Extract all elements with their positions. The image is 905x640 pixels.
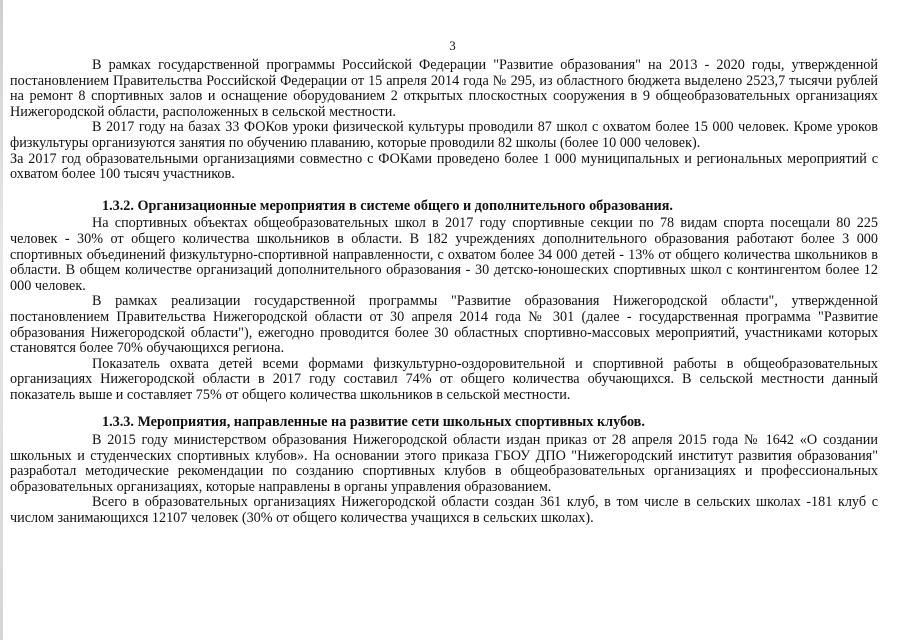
paragraph-clubs-order: В 2015 году министерством образования Нижегородской области издан приказ от 28 апреля 2015 года № 1642 «О создании школьных и студенческих спортивных клубов». На основании этого приказа ГБОУ ДПО "Нижегородский институт развития образования" разработал методические рекомендации по созданию спортивных клубов в общеобразовательных организациях и профессиональных образовательных организациях, которые направлены в органы управления образованием. — [10, 432, 878, 495]
section-heading-1-3-2: 1.3.2. Организационные мероприятия в системе общего и дополнительного образования. — [102, 197, 673, 214]
paragraph-sports-sections: На спортивных объектах общеобразовательных школ в 2017 году спортивные секции по 78 видам спорта посещали 80 225 человек - 30% от общего количества школьников в области. В 182 учреждениях дополнительного образования работают более 3 000 спортивных объединений физкультурно-спортивной направленности, с охватом более 34 000 детей - 13% от общего количества школьников в области. В общем количестве организаций дополнительного образования - 30 детско-юношеских спортивных школ с контингентом более 12 000 человек. — [10, 215, 878, 294]
paragraph-clubs-total: Всего в образовательных организациях Нижегородской области создан 361 клуб, в том числе в сельских школах -181 клуб с числом занимающихся 12107 человек (30% от общего количества учащихся в сельских школах). — [10, 494, 878, 527]
scan-edge — [0, 0, 3, 640]
paragraph-coverage-indicator: Показатель охвата детей всеми формами физкультурно-оздоровительной и спортивной работы в общеобразовательных организациях Нижегородской области в 2017 году составил 74% от общего количества обучающихся. В сельской местности данный показатель выше и составляет 75% от общего количества школьников в сельской местности. — [10, 355, 878, 403]
document-body — [10, 58, 878, 527]
section-heading-1-3-3: 1.3.3. Мероприятия, направленные на развитие сети школьных спортивных клубов. — [102, 414, 645, 431]
paragraph-state-program: В рамках реализации государственной программы "Развитие образования Нижегородской области", утвержденной постановлением Правительства Нижегородской области от 30 апреля 2014 года № 301 (далее - государственная программа "Развитие образования Нижегородской области"), ежегодно проводится более 30 областных спортивно-массовых мероприятий, участниками которых становятся более 70% обучающихся региона. — [10, 293, 878, 357]
paragraph-fok-lessons: В 2017 году на базах 33 ФОКов уроки физической культуры проводили 87 школ с охватом более 15 000 человек. Кроме уроков физкультуры организуются занятия по обучению плаванию, которые проводили 82 школы (более 10 000 человек). — [10, 119, 878, 151]
page-number: 3 — [449, 38, 456, 53]
paragraph-program-funding: В рамках государственной программы Российской Федерации "Развитие образования" на 2013 - 2020 годы, утвержденной постановлением Правительства Российской Федерации от 15 апреля 2014 года № 295, из областного бюджета выделено 2523,7 тысячи рублей на ремонт 8 спортивных залов и оснащение оборудованием 2 открытых плоскостных сооружения в 9 общеобразовательных организациях Нижегородской области, расположенных в сельской местности. — [10, 57, 878, 120]
paragraph-fok-events: За 2017 год образовательными организациями совместно с ФОКами проведено более 1 000 муниципальных и региональных мероприятий с охватом более 100 тысяч участников. — [10, 150, 878, 183]
spacer — [10, 183, 878, 199]
